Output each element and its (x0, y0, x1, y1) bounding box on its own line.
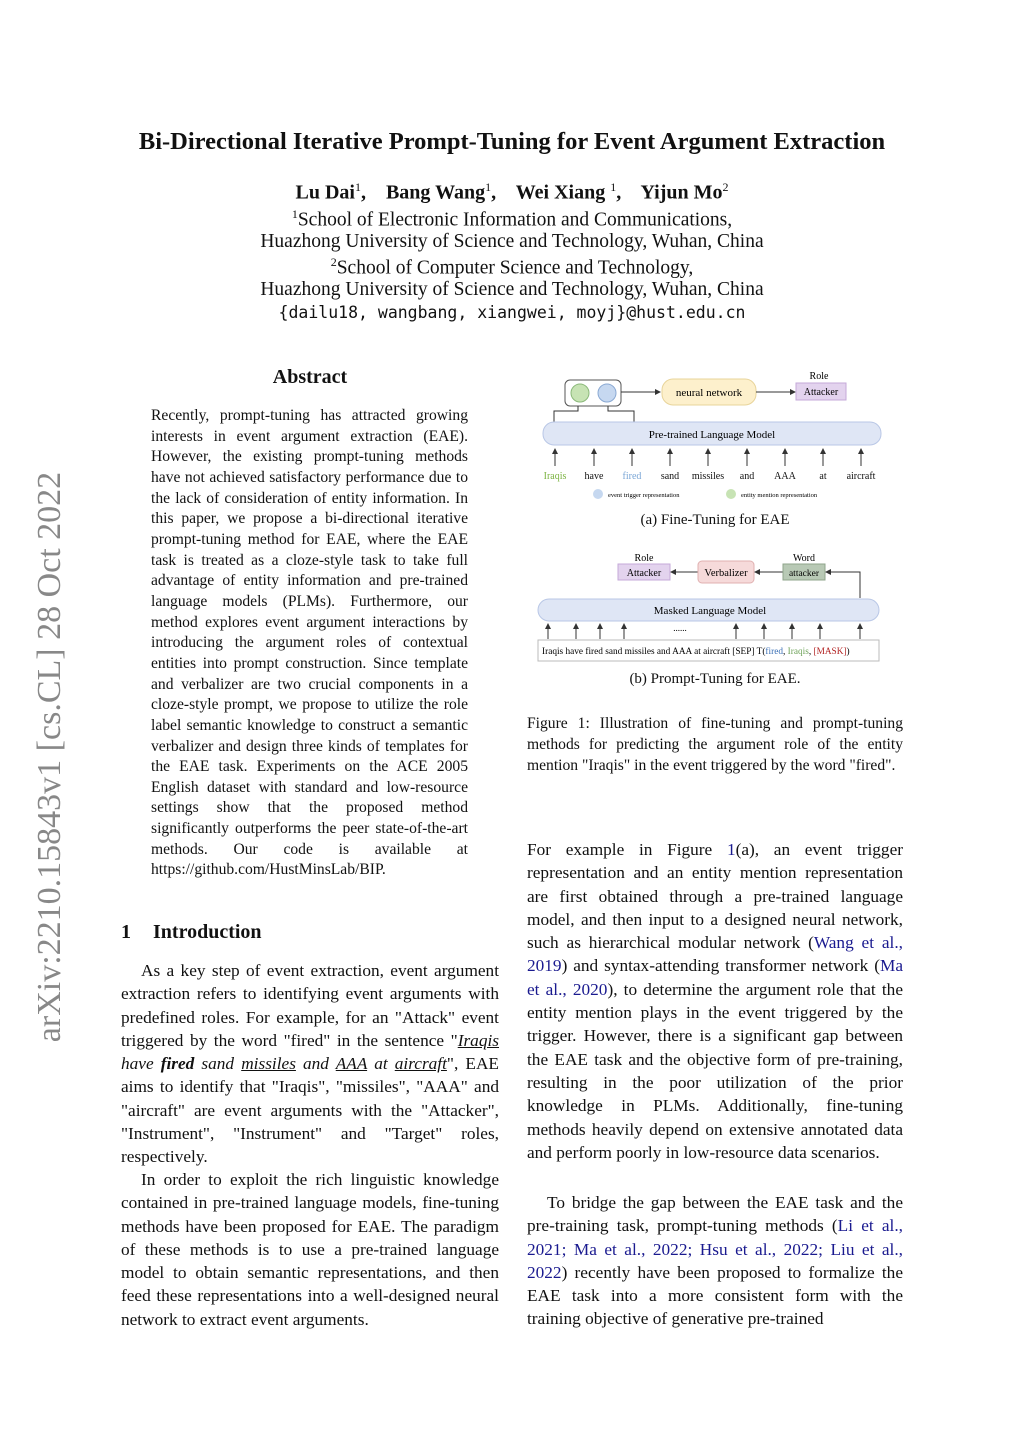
text-span: ), to determine the argument role that the entity mention plays in the event triggered by the trigger. However, there is a significant gap between the EAE task and the objective form of pre-training, resulting in the poor utilization of the prior knowledge in PLMs. Additionally, fine-tuning methods heavily depend on extensive annotated data and perform poorly in low-resource data scenarios. (527, 979, 903, 1162)
example-entity: AAA (335, 1054, 368, 1074)
section-number: 1 (121, 921, 131, 943)
token-arrows (552, 448, 864, 466)
figure-1b-diagram (530, 547, 900, 667)
affiliation-text: Huazhong University of Science and Technology, Wuhan, China (260, 231, 764, 252)
arrowhead (790, 389, 796, 395)
arrowhead (825, 569, 831, 575)
author-name: Wei Xiang (515, 181, 606, 204)
citation-link[interactable]: Wang et al., 2019 (527, 933, 903, 976)
word-value: attacker (788, 569, 820, 579)
affiliation-text: School of Electronic Information and Communications, (297, 209, 733, 231)
example-trigger: fired (160, 1054, 195, 1074)
arxiv-identifier: arXiv:2210.15843v1 [cs.CL] 28 Oct 2022 (31, 471, 68, 1043)
neural-network-label: neural network (675, 387, 743, 399)
input-arrowhead (761, 623, 767, 629)
abstract-text: Recently, prompt-tuning has attracted growing interests in event argument extraction (EAE). However, the existing prompt-tuning methods have not achieved satisfactory performance due to the lack of consideration of entity information. In this paper, we propose a bi-directional iterative prompt-tuning method for EAE, where the EAE task is treated as a cloze-style task to take full advantage of entity information and pre-trained language models (PLMs). Furthermore, our method explores event argument interactions by introducing the argument roles of contextual entities into prompt construction. Since template and verbalizer are two crucial components in a cloze-style prompt, we propose to utilize the role label semantic knowledge to construct a semantic verbalizer and design three kinds of templates for the EAE task. Experiments on the ACE 2005 English dataset with standard and low-resource settings show that the proposed method significantly outperforms the peer state-of-the-art methods. Our code is available at https://github.com/HustMinsLab/BIP. (151, 407, 468, 879)
text-span: For example in Figure (527, 840, 727, 859)
entity-representation-node (571, 384, 589, 402)
token-arrowhead (667, 448, 673, 454)
legend-entity-label: entity mention representation (741, 492, 818, 499)
text-span: have (121, 1054, 161, 1074)
subfigure-a-caption: (a) Fine-Tuning for EAE (640, 512, 790, 528)
affiliation-line (0, 279, 1024, 301)
token-label: aircraft (846, 471, 876, 482)
token-label: and (739, 471, 755, 482)
citation-link[interactable]: Li et al., 2021; Ma et al., 2022; Hsu et al., 2022; Liu et al., 2022 (527, 1216, 903, 1282)
affiliation-sup: 1 (291, 207, 298, 221)
input-text: Iraqis have fired sand missiles and AAA at aircraft [SEP] T( (542, 647, 766, 657)
input-arrowhead (573, 623, 579, 629)
section-title: Introduction (153, 921, 262, 943)
role-label: Role (809, 371, 829, 382)
input-entity: Iraqis (787, 647, 809, 657)
text-span: ) and syntax-attending transformer network ( (561, 956, 880, 976)
input-sequence (542, 646, 850, 657)
author-sup: 1 (485, 180, 492, 194)
text-span: As a key step of event extraction, event argument extraction refers to identifying event arguments with predefined roles. For example, for an "Attack" event triggered by the word "fired" in the sentence " (121, 961, 499, 1050)
author-sup: 1 (610, 180, 617, 194)
text-span: and (295, 1054, 336, 1074)
input-close: ) (846, 647, 850, 657)
connector (608, 406, 634, 422)
example-entity: aircraft (394, 1054, 447, 1074)
affiliation-line (0, 231, 1024, 253)
text-span: To bridge the gap between the EAE task and the pre-training task, prompt-tuning methods ( (527, 1193, 903, 1236)
token-arrowhead (820, 448, 826, 454)
input-trigger: fired (765, 647, 783, 657)
token-label: Iraqis (543, 471, 567, 482)
author-name: Lu Dai (295, 181, 355, 204)
author-sup: 2 (722, 180, 729, 194)
affiliation-text: School of Computer Science and Technology, (336, 257, 694, 279)
abstract-heading: Abstract (272, 366, 348, 388)
arrowhead (655, 389, 661, 395)
token-label: fired (622, 471, 642, 482)
figure-1a-diagram (530, 365, 900, 505)
figure-reference-link[interactable]: 1 (726, 840, 736, 859)
token-arrowhead (858, 448, 864, 454)
paper-title: Bi-Directional Iterative Prompt-Tuning for Event Argument Extraction (138, 128, 886, 155)
input-arrowhead (817, 623, 823, 629)
word-label: Word (793, 553, 815, 564)
mlm-label: Masked Language Model (653, 605, 767, 617)
legend-trigger-dot (593, 489, 603, 499)
connector (829, 572, 860, 598)
input-mask: [MASK] (813, 647, 847, 657)
author-list: Lu Dai$^1$, Bang Wang$^1$, Wei Xiang $^1$, Yijun Mo$^2$ (295, 180, 729, 204)
token-arrowhead (744, 448, 750, 454)
text-span: ) recently have been proposed to formalize the EAE task into a more consistent form with the training objective of generative pre-trained (527, 1262, 903, 1329)
trigger-representation-node (598, 384, 616, 402)
input-sep: , (808, 647, 814, 657)
author-sup: 1 (354, 180, 361, 194)
affiliation-text: Huazhong University of Science and Technology, Wuhan, China (260, 279, 764, 300)
token-labels (544, 471, 876, 482)
token-label: at (819, 471, 827, 482)
input-arrowhead (597, 623, 603, 629)
author-name: Bang Wang (385, 181, 486, 204)
plm-label: Pre-trained Language Model (648, 429, 776, 441)
author-emails: {dailu18, wangbang, xiangwei, moyj}@hust.edu.cn (278, 303, 746, 322)
right-paragraph-1 (527, 838, 903, 1164)
citation-link[interactable]: Ma et al., 2020 (527, 956, 903, 999)
text-span: ", EAE aims to identify that "Iraqis", "missiles", "AAA" and "aircraft" are event arguments with the "Attacker", "Instrument", "Instrument" and "Target" roles, respectively. (121, 1054, 499, 1167)
input-arrowhead (545, 623, 551, 629)
legend-entity-dot (726, 489, 736, 499)
input-arrowhead (857, 623, 863, 629)
token-arrowhead (705, 448, 711, 454)
subfigure-b-caption: (b) Prompt-Tuning for EAE. (629, 671, 801, 687)
section-heading (121, 921, 262, 944)
token-arrowhead (552, 448, 558, 454)
role-value: Attacker (803, 387, 839, 398)
role-label: Role (634, 553, 654, 564)
author-name: Yijun Mo (640, 181, 723, 204)
intro-paragraph-1 (121, 959, 499, 1169)
intro-paragraph-2: In order to exploit the rich linguistic knowledge contained in pre-trained language models, fine-tuning methods have been proposed for EAE. The paradigm of these methods is to use a pre-trained language model to obtain semantic representations, and then feed these representations into a well-designed neural network to extract event arguments. (121, 1170, 499, 1329)
text-span: (a), an event trigger representation and an entity mention representation are first obtained through a pre-trained language model, and then input to a designed neural network, such as hierarchical modular network ( (527, 840, 903, 953)
token-label: missiles (691, 471, 725, 482)
affiliation-sup: 2 (330, 255, 337, 269)
input-sep: , (782, 647, 788, 657)
arrowhead (754, 569, 760, 575)
arrowhead (670, 569, 676, 575)
right-paragraph-2 (527, 1191, 903, 1331)
token-label: have (584, 471, 604, 482)
token-label: AAA (774, 471, 796, 482)
connector (554, 406, 578, 422)
affiliation-line (0, 207, 1024, 232)
input-arrows (545, 623, 863, 639)
example-entity: Iraqis (457, 1030, 499, 1050)
role-value: Attacker (626, 568, 662, 579)
input-arrowhead (789, 623, 795, 629)
example-entity: missiles (241, 1054, 296, 1074)
text-span: at (367, 1054, 395, 1074)
token-arrowhead (591, 448, 597, 454)
input-arrowhead (621, 623, 627, 629)
affiliation-line (0, 255, 1024, 280)
token-arrowhead (782, 448, 788, 454)
token-label: sand (660, 471, 680, 482)
input-arrowhead (733, 623, 739, 629)
ellipsis: ...... (673, 623, 687, 633)
verbalizer-label: Verbalizer (704, 568, 748, 579)
figure-caption: Figure 1: Illustration of fine-tuning and prompt-tuning methods for predicting the argument role of the entity mention "Iraqis" in the event triggered by the word "fired". (527, 715, 903, 774)
token-arrowhead (629, 448, 635, 454)
legend-trigger-label: event trigger representation (608, 492, 680, 499)
text-span: sand (194, 1054, 242, 1074)
